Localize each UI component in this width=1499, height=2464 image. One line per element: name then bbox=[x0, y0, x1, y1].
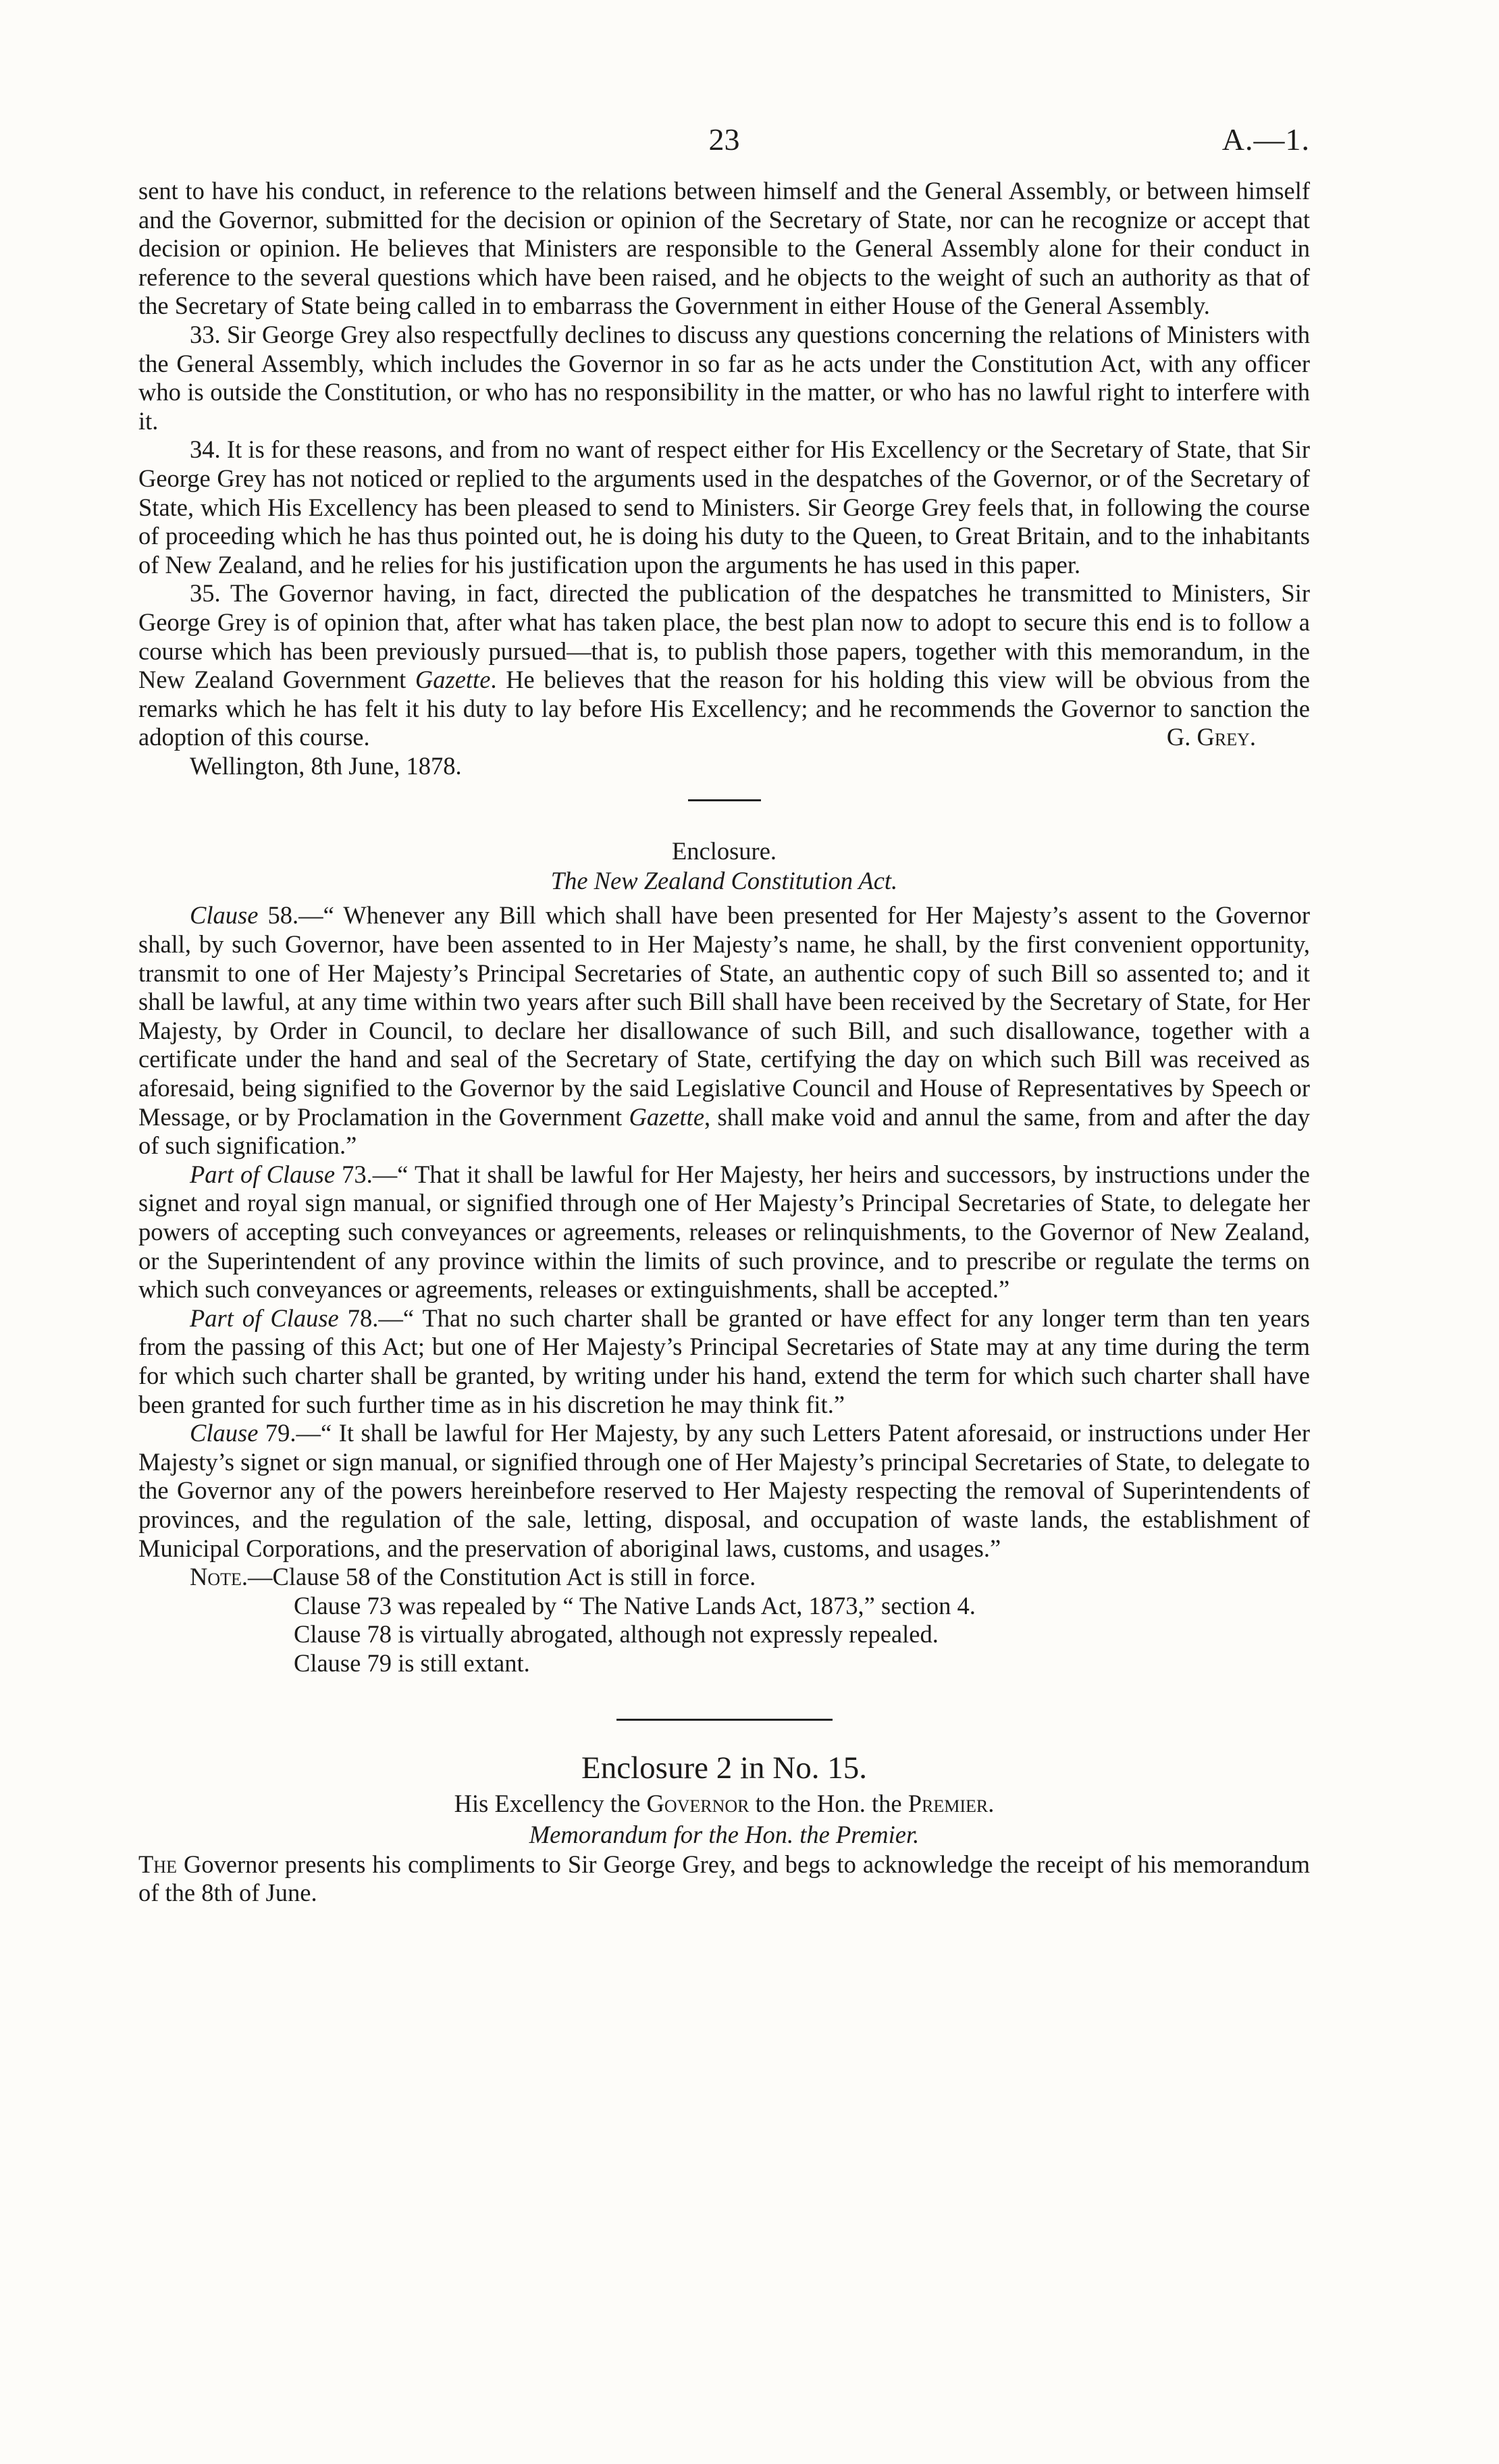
from-premier: Premier bbox=[908, 1789, 989, 1817]
clause-78-label: Part of Clause bbox=[190, 1304, 339, 1332]
gazette-italic: Gazette bbox=[415, 666, 491, 694]
section-divider bbox=[688, 799, 761, 801]
document-reference: A.—1. bbox=[1221, 122, 1310, 157]
note-label: Note. bbox=[190, 1563, 248, 1591]
clause-78 bbox=[138, 1304, 1310, 1419]
page-number: 23 bbox=[708, 122, 740, 157]
paragraph-34: 34. It is for these reasons, and from no want of respect either for His Excellency or the Secretary of State, that Sir George Grey has not noticed or replied to the arguments used in the despatches of the Governor, or of the Secretary of State, which His Excellency has been pleased to send to Ministers. Sir George Grey feels that, in following the course of proceeding which he has thus pointed out, he is doing his duty to the Queen, to Great Britain, and to the inhabitants of New Zealand, and he relies for his justification upon the arguments he has used in this paper. bbox=[138, 435, 1310, 579]
clause-73-label: Part of Clause bbox=[190, 1160, 336, 1188]
paragraph-35-text-b: . He believes that the reason for his holding this view will be obvious from the remarks which he has felt it his duty to lay before His Excellency; and he recommends the Governor to sanction the adoption of this course. bbox=[138, 666, 1310, 751]
from-governor: Governor bbox=[646, 1789, 750, 1817]
from-text-a: His Excellency the bbox=[454, 1789, 647, 1817]
clause-79 bbox=[138, 1419, 1310, 1563]
place-date: Wellington, 8th June, 1878. bbox=[190, 751, 462, 780]
clause-73-text: 73.—“ That it shall be lawful for Her Majesty, her heirs and successors, by instructions under the signet and royal sign manual, or signified through one of Her Majesty’s Principal Secretaries of State, to delegate her powers of accepting such conveyances or agreements, releases or relinquishments, to the Governor of New Zealand, or the Superintendent of any province within the limits of such province, and to prescribe or regulate the terms on which such conveyances or agreements, releases or extinguishments, shall be accepted.” bbox=[138, 1160, 1310, 1304]
memorandum-body bbox=[138, 1850, 1310, 1908]
paragraph-35-text-a: 35. The Governor having, in fact, directed the publication of the despatches he transmitted to Ministers, Sir George Grey is of opinion that, after what has taken place, the best plan now to adopt to secure this end is to follow a course which has been previously pursued—that is, to publish those papers, together with this memorandum, in the New Zealand Government bbox=[138, 579, 1310, 694]
memorandum-title: Memorandum for the Hon. the Premier. bbox=[529, 1820, 920, 1848]
clause-58 bbox=[138, 901, 1310, 1160]
page-header bbox=[138, 122, 1310, 162]
signature: G. Grey. bbox=[1166, 723, 1256, 751]
enclosure-title: Enclosure. bbox=[671, 837, 777, 865]
note-line: Clause 79 is still extant. bbox=[294, 1649, 530, 1677]
note-first-text: —Clause 58 of the Constitution Act is still in force. bbox=[248, 1563, 756, 1591]
enclosure-2-heading: Enclosure 2 in No. 15. bbox=[581, 1750, 867, 1786]
from-text-c: . bbox=[988, 1789, 995, 1817]
enclosure-2-from bbox=[138, 1788, 1310, 1819]
memorandum-text: Governor presents his compliments to Sir George Grey, and begs to acknowledge the receipt of his memorandum of the 8th of June. bbox=[138, 1850, 1310, 1907]
memorandum-lead: The bbox=[138, 1850, 177, 1878]
note-line: Clause 78 is virtually abrogated, although not expressly repealed. bbox=[294, 1620, 939, 1649]
clause-79-label: Clause bbox=[190, 1419, 259, 1447]
clause-78-text: 78.—“ That no such charter shall be granted or have effect for any longer term than ten years from the passing of this Act; but one of Her Majesty’s Principal Secretaries of State may at any time during the term for which such charter shall be granted, by writing under his hand, extend the term for which such charter shall have been granted for such further time as in his discretion he may think fit.” bbox=[138, 1304, 1310, 1418]
enclosure-subtitle: The New Zealand Constitution Act. bbox=[550, 867, 898, 895]
clause-58-label: Clause bbox=[190, 901, 259, 930]
note-line: Clause 73 was repealed by “ The Native Lands Act, 1873,” section 4. bbox=[294, 1591, 976, 1619]
clause-73 bbox=[138, 1160, 1310, 1304]
note-line-1 bbox=[138, 1563, 1310, 1592]
paragraph-continued: sent to have his conduct, in reference to the relations between himself and the General Assembly, or between himself and the Governor, submitted for the decision or opinion of the Secretary of State, nor can he recognize or accept that decision or opinion. He believes that Ministers are responsible to the General Assembly alone for their conduct in reference to the several questions which have been raised, and he objects to the weight of such an authority as that of the Secretary of State being called in to embarrass the Government in either House of the General Assembly. bbox=[138, 177, 1310, 320]
paragraph-33: 33. Sir George Grey also respectfully declines to discuss any questions concerning the relations of Ministers with the General Assembly, which includes the Governor in so far as he acts under the Constitution Act, with any officer who is outside the Constitution, or who has no responsibility in the matter, or who has no lawful right to interfere with it. bbox=[138, 320, 1310, 435]
note-lines bbox=[138, 1592, 1310, 1678]
clause-58-text-a: 58.—“ Whenever any Bill which shall have been presented for Her Majesty’s assent to the Governor shall, by such Governor, have been assented to in Her Majesty’s name, he shall, by the first convenient opportunity, transmit to one of Her Majesty’s Principal Secretaries of State, an authentic copy of such Bill so assented to; and it shall be lawful, at any time within two years after such Bill shall have been received by the Secretary of State, for Her Majesty, by Order in Council, to declare her disallowance of such Bill, and such disallowance, together with a certificate under the hand and seal of the Secretary of State, certifying the day on which such Bill was received as aforesaid, being signified to the Governor by the said Legislative Council and House of Representatives by Speech or Message, or by Proclamation in the Government bbox=[138, 901, 1310, 1131]
section-divider-long bbox=[616, 1719, 833, 1721]
text-body bbox=[138, 177, 1310, 1908]
clause-79-text: 79.—“ It shall be lawful for Her Majesty, by any such Letters Patent aforesaid, or instructions under Her Majesty’s signet or sign manual, or signified through one of Her Majesty’s principal Secretaries of State, to delegate to the Governor any of the powers hereinbefore reserved to Her Majesty respecting the removal of Superintendents of provinces, and the regulation of the sale, letting, disposal, and occupation of waste lands, the establishment of Municipal Corporations, and the preservation of aboriginal laws, customs, and usages.” bbox=[138, 1419, 1310, 1562]
from-text-b: to the Hon. the bbox=[749, 1789, 908, 1817]
clause-58-gazette: Gazette bbox=[629, 1102, 705, 1131]
clause-58-text-b: , shall make void and annul the same, from and after the day of such signification.” bbox=[138, 1102, 1311, 1160]
